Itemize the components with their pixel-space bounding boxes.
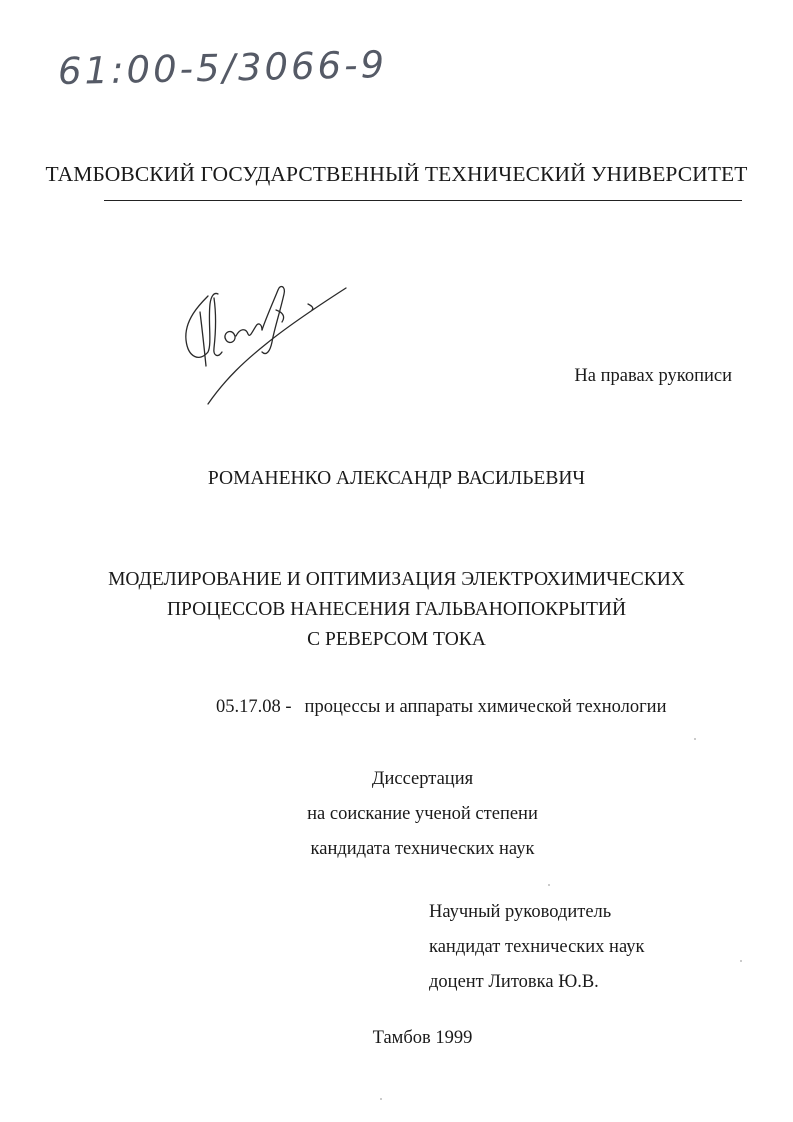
header-divider: [104, 200, 742, 201]
place-year: Тамбов 1999: [372, 1028, 473, 1048]
specialty-name: процессы и аппараты химической технологии: [304, 697, 667, 717]
author-name: РОМАНЕНКО АЛЕКСАНДР ВАСИЛЬЕВИЧ: [207, 468, 586, 489]
manuscript-rights-note: На правах рукописи: [574, 366, 732, 386]
scan-speck: [548, 884, 550, 886]
scan-speck: [694, 738, 696, 740]
degree-block: [0, 762, 793, 867]
supervisor-line: Научный руководитель: [429, 902, 612, 922]
degree-line: кандидата технических наук: [310, 839, 535, 859]
supervisor-block: [429, 895, 644, 1000]
thesis-title-line: С РЕВЕРСОМ ТОКА: [307, 629, 486, 650]
signature-icon: [178, 282, 360, 408]
degree-line: на соискание ученой степени: [307, 804, 538, 824]
scan-speck: [380, 1098, 382, 1100]
scan-speck: [740, 960, 742, 962]
supervisor-line: доцент Литовка Ю.В.: [429, 972, 599, 992]
university-name: ТАМБОВСКИЙ ГОСУДАРСТВЕННЫЙ ТЕХНИЧЕСКИЙ УНИВЕРСИТЕТ: [45, 162, 748, 186]
archive-code-handwritten: 61:00-5/3066-9: [57, 43, 388, 93]
specialty-code: 05.17.08 -: [216, 697, 292, 717]
specialty: [216, 697, 666, 718]
thesis-title: [0, 565, 793, 655]
supervisor-line: кандидат технических наук: [429, 937, 645, 957]
degree-line: Диссертация: [371, 769, 474, 789]
thesis-title-line: МОДЕЛИРОВАНИЕ И ОПТИМИЗАЦИЯ ЭЛЕКТРОХИМИЧЕСКИХ: [108, 569, 685, 590]
thesis-title-line: ПРОЦЕССОВ НАНЕСЕНИЯ ГАЛЬВАНОПОКРЫТИЙ: [166, 599, 627, 620]
